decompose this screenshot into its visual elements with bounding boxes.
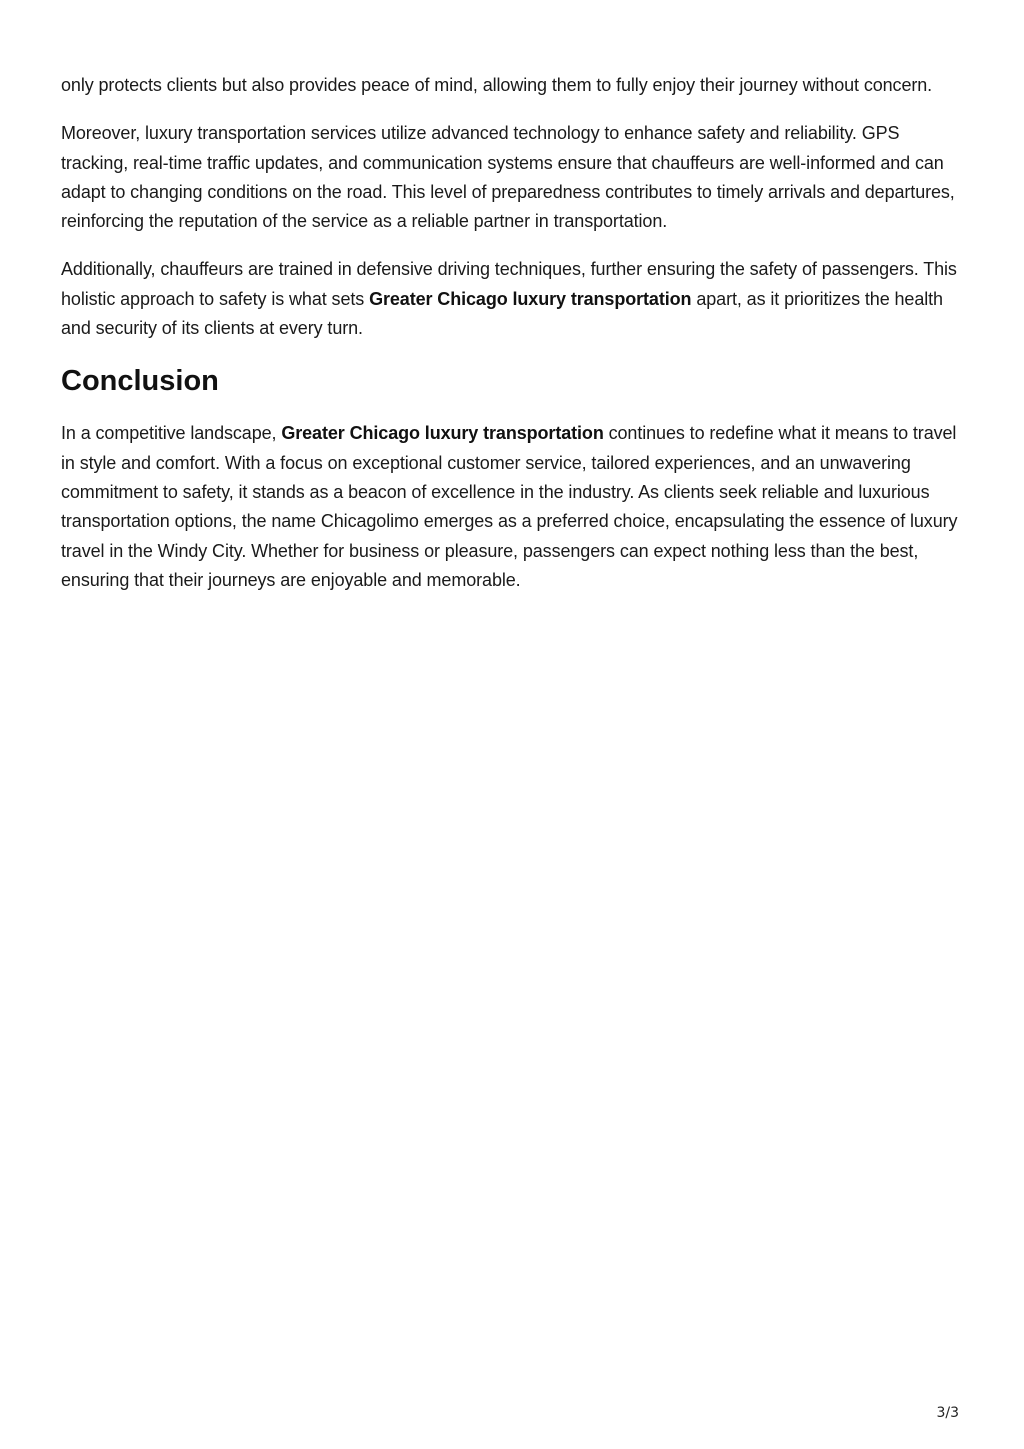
paragraph-text-after: apart, as it prioritizes the health and security of its clients at every turn. — [61, 288, 943, 339]
paragraph-peace-of-mind — [61, 71, 967, 100]
paragraph-text: Moreover, luxury transportation services utilize advanced technology to enhance safety and reliability. GPS tracking, real-time traffic updates, and communication systems ensure that chauffeurs are well-informed and can adapt to changing conditions on the road. This level of preparedness contributes to timely arrivals and departures, reinforcing the reputation of the service as a reliable partner in transportation. — [61, 123, 955, 232]
paragraph-text: only protects clients but also provides peace of mind, allowing them to fully enjoy their journey without concern. — [61, 75, 933, 95]
page-number: 3/3 — [936, 1405, 959, 1421]
paragraph-defensive-driving — [61, 255, 967, 343]
section-heading-conclusion: Conclusion — [61, 365, 219, 398]
paragraph-conclusion — [61, 419, 967, 595]
paragraph-text-before: In a competitive landscape, — [61, 423, 282, 444]
document-body — [61, 71, 967, 614]
bold-keyword: Greater Chicago luxury transportation — [281, 423, 604, 444]
paragraph-text-after: continues to redefine what it means to travel in style and comfort. With a focus on exceptional customer service, tailored experiences, and an unwavering commitment to safety, it stands as a beacon of excellence in the industry. As clients seek reliable and luxurious transportation options, the name Chicagolimo emerges as a preferred choice, encapsulating the essence of luxury travel in the Windy City. Whether for business or pleasure, passengers can expect nothing less than the best, ensuring that their journeys are enjoyable and memorable. — [61, 423, 958, 590]
paragraph-advanced-technology — [61, 119, 967, 236]
bold-keyword: Greater Chicago luxury transportation — [369, 288, 692, 309]
paragraph-text-before: Additionally, chauffeurs are trained in defensive driving techniques, further ensuring the safety of passengers. This holistic approach to safety is what sets — [61, 259, 957, 309]
